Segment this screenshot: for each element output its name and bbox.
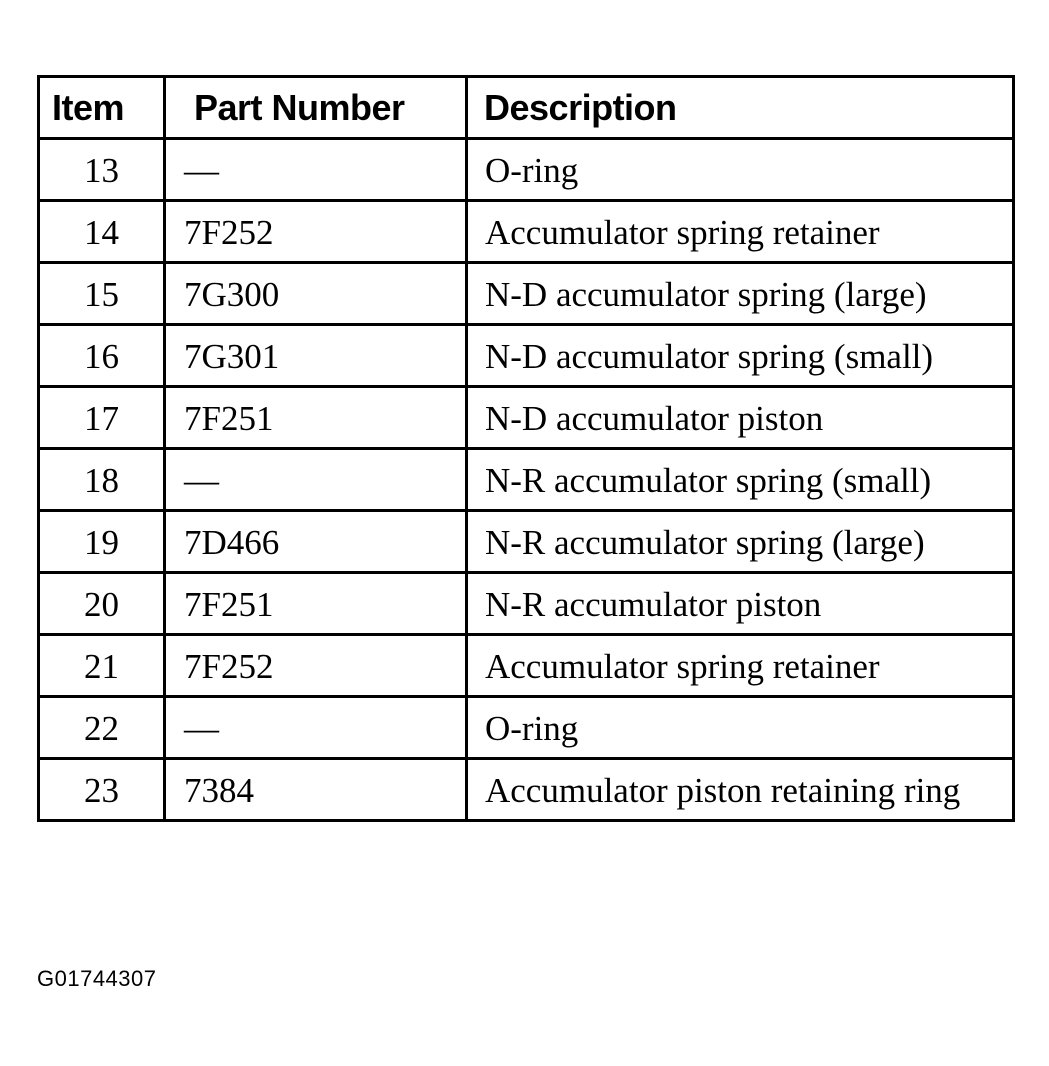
part-number-cell: 7F252 xyxy=(165,635,467,697)
table-row xyxy=(39,573,1014,635)
header-part-number: Part Number xyxy=(165,77,467,139)
parts-table-body xyxy=(39,139,1014,821)
header-item: Item xyxy=(39,77,165,139)
description-cell: N-R accumulator spring (small) xyxy=(467,449,1014,511)
item-cell: 18 xyxy=(39,449,165,511)
description-cell: Accumulator piston retaining ring xyxy=(467,759,1014,821)
description-cell: Accumulator spring retainer xyxy=(467,635,1014,697)
item-cell: 20 xyxy=(39,573,165,635)
header-description: Description xyxy=(467,77,1014,139)
part-number-cell: — xyxy=(165,697,467,759)
parts-table xyxy=(37,75,1015,822)
part-number-cell: 7384 xyxy=(165,759,467,821)
description-cell: N-D accumulator spring (small) xyxy=(467,325,1014,387)
part-number-cell: 7G301 xyxy=(165,325,467,387)
table-row xyxy=(39,449,1014,511)
part-number-cell: 7D466 xyxy=(165,511,467,573)
item-cell: 14 xyxy=(39,201,165,263)
item-cell: 19 xyxy=(39,511,165,573)
table-row xyxy=(39,201,1014,263)
part-number-cell: — xyxy=(165,449,467,511)
table-row xyxy=(39,139,1014,201)
table-row xyxy=(39,697,1014,759)
item-cell: 22 xyxy=(39,697,165,759)
table-row xyxy=(39,263,1014,325)
table-row xyxy=(39,387,1014,449)
description-cell: Accumulator spring retainer xyxy=(467,201,1014,263)
item-cell: 17 xyxy=(39,387,165,449)
description-cell: O-ring xyxy=(467,139,1014,201)
header-row xyxy=(39,77,1014,139)
item-cell: 23 xyxy=(39,759,165,821)
description-cell: N-R accumulator spring (large) xyxy=(467,511,1014,573)
part-number-cell: 7F252 xyxy=(165,201,467,263)
description-cell: N-D accumulator spring (large) xyxy=(467,263,1014,325)
description-cell: N-R accumulator piston xyxy=(467,573,1014,635)
table-row xyxy=(39,511,1014,573)
description-cell: N-D accumulator piston xyxy=(467,387,1014,449)
item-cell: 15 xyxy=(39,263,165,325)
table-row xyxy=(39,759,1014,821)
table-row xyxy=(39,325,1014,387)
figure-id: G01744307 xyxy=(37,966,157,991)
part-number-cell: 7F251 xyxy=(165,573,467,635)
table-row xyxy=(39,635,1014,697)
description-cell: O-ring xyxy=(467,697,1014,759)
part-number-cell: — xyxy=(165,139,467,201)
item-cell: 21 xyxy=(39,635,165,697)
item-cell: 13 xyxy=(39,139,165,201)
part-number-cell: 7F251 xyxy=(165,387,467,449)
part-number-cell: 7G300 xyxy=(165,263,467,325)
item-cell: 16 xyxy=(39,325,165,387)
